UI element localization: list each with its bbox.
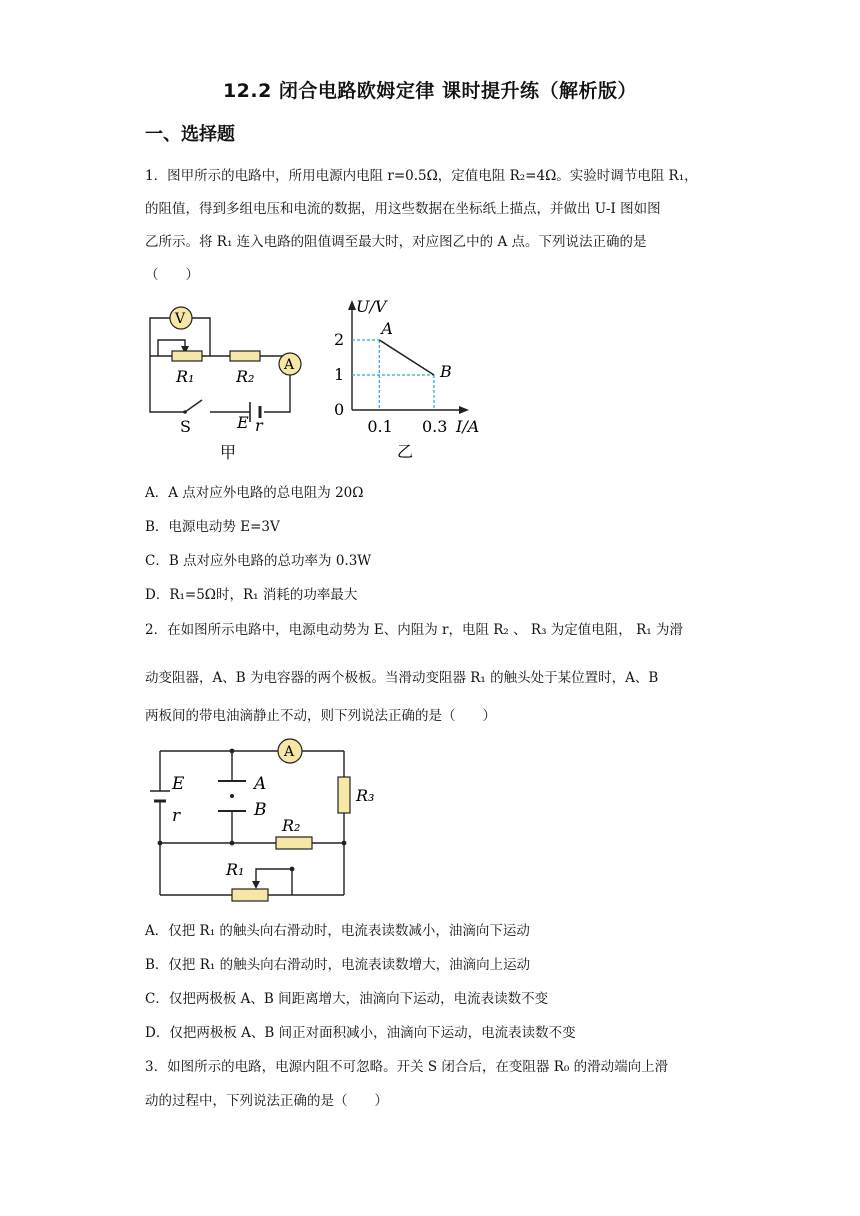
y-tick-label: 0 bbox=[334, 400, 345, 419]
point-label-A: A bbox=[381, 319, 393, 338]
figure-caption-jia: 甲 bbox=[220, 443, 237, 462]
q2-option-b[interactable]: B．仅把 R₁ 的触头向右滑动时，电流表读数增大，油滴向上运动 bbox=[145, 957, 531, 973]
q3-line-1: 3．如图所示的电路，电源内阻不可忽略。开关 S 闭合后，在变阻器 R₀ 的滑动端向上滑 bbox=[145, 1059, 669, 1075]
point-label-B: B bbox=[440, 362, 452, 381]
q2-option-d[interactable]: D．仅把两极板 A、B 间正对面积减小，油滴向下运动，电流表读数不变 bbox=[145, 1025, 576, 1041]
emf-label-q2: E bbox=[172, 774, 185, 794]
ammeter-label-q2: A bbox=[284, 744, 295, 760]
q1-option-d[interactable]: D．R₁=5Ω时，R₁ 消耗的功率最大 bbox=[145, 587, 358, 603]
r3-label-q2: R₃ bbox=[356, 786, 375, 805]
figure-caption-yi: 乙 bbox=[397, 442, 414, 461]
page-title: 12.2 闭合电路欧姆定律 课时提升练（解析版） bbox=[222, 80, 638, 102]
plate-b-label: B bbox=[254, 800, 267, 820]
q1-option-b[interactable]: B．电源电动势 E=3V bbox=[145, 519, 280, 535]
voltmeter-label: V bbox=[175, 311, 186, 327]
plate-a-label: A bbox=[254, 774, 267, 794]
series-line-segment bbox=[379, 340, 434, 375]
r1-label: R₁ bbox=[176, 367, 195, 386]
x-tick-label: 0.3 bbox=[422, 417, 448, 436]
q2-option-c[interactable]: C．仅把两极板 A、B 间距离增大，油滴向下运动，电流表读数不变 bbox=[145, 991, 549, 1007]
r2-label: R₂ bbox=[236, 367, 255, 386]
r1-label-q2: R₁ bbox=[226, 860, 245, 879]
internal-r-label-q2: r bbox=[172, 806, 181, 826]
q2-line-2: 动变阻器，A、B 为电容器的两个极板。当滑动变阻器 R₁ 的触头处于某位置时，A、B bbox=[145, 670, 659, 686]
circuit-diagram-q2 bbox=[150, 735, 375, 905]
ui-graph-yi bbox=[325, 294, 505, 464]
q1-line-2: 的阻值，得到多组电压和电流的数据，用这些数据在坐标纸上描点，并做出 U-I 图如图 bbox=[145, 201, 661, 217]
q2-line-3: 两板间的带电油滴静止不动，则下列说法正确的是（ ） bbox=[145, 708, 496, 724]
y-tick-label: 1 bbox=[334, 365, 345, 384]
x-axis-label: I/A bbox=[456, 417, 480, 436]
q3-line-2: 动的过程中，下列说法正确的是（ ） bbox=[145, 1093, 388, 1109]
q2-option-a[interactable]: A．仅把 R₁ 的触头向右滑动时，电流表读数减小，油滴向下运动 bbox=[145, 923, 530, 939]
q1-line-4: （ ） bbox=[145, 267, 199, 283]
q1-line-1: 1．图甲所示的电路中，所用电源内电阻 r=0.5Ω，定值电阻 R₂=4Ω。实验时调节电阻 R₁， bbox=[145, 168, 698, 184]
q2-line-1: 2．在如图所示电路中，电源电动势为 E、内阻为 r，电阻 R₂ 、 R₃ 为定值电阻， R₁ 为滑 bbox=[145, 622, 683, 638]
q1-line-3: 乙所示。将 R₁ 连入电路的阻值调至最大时，对应图乙中的 A 点。下列说法正确的是 bbox=[145, 234, 647, 250]
r2-label-q2: R₂ bbox=[282, 816, 301, 835]
circuit-diagram-jia bbox=[140, 298, 310, 468]
section-heading: 一、选择题 bbox=[145, 124, 235, 145]
ammeter-label: A bbox=[284, 357, 295, 373]
switch-label: S bbox=[180, 417, 191, 436]
emf-label: E bbox=[237, 413, 249, 432]
x-tick-label: 0.1 bbox=[367, 417, 393, 436]
y-tick-label: 2 bbox=[334, 330, 345, 349]
q1-option-c[interactable]: C．B 点对应外电路的总功率为 0.3W bbox=[145, 553, 372, 569]
q1-option-a[interactable]: A．A 点对应外电路的总电阻为 20Ω bbox=[145, 485, 364, 501]
y-axis-label: U/V bbox=[356, 297, 387, 316]
internal-r-label: r bbox=[255, 416, 263, 435]
